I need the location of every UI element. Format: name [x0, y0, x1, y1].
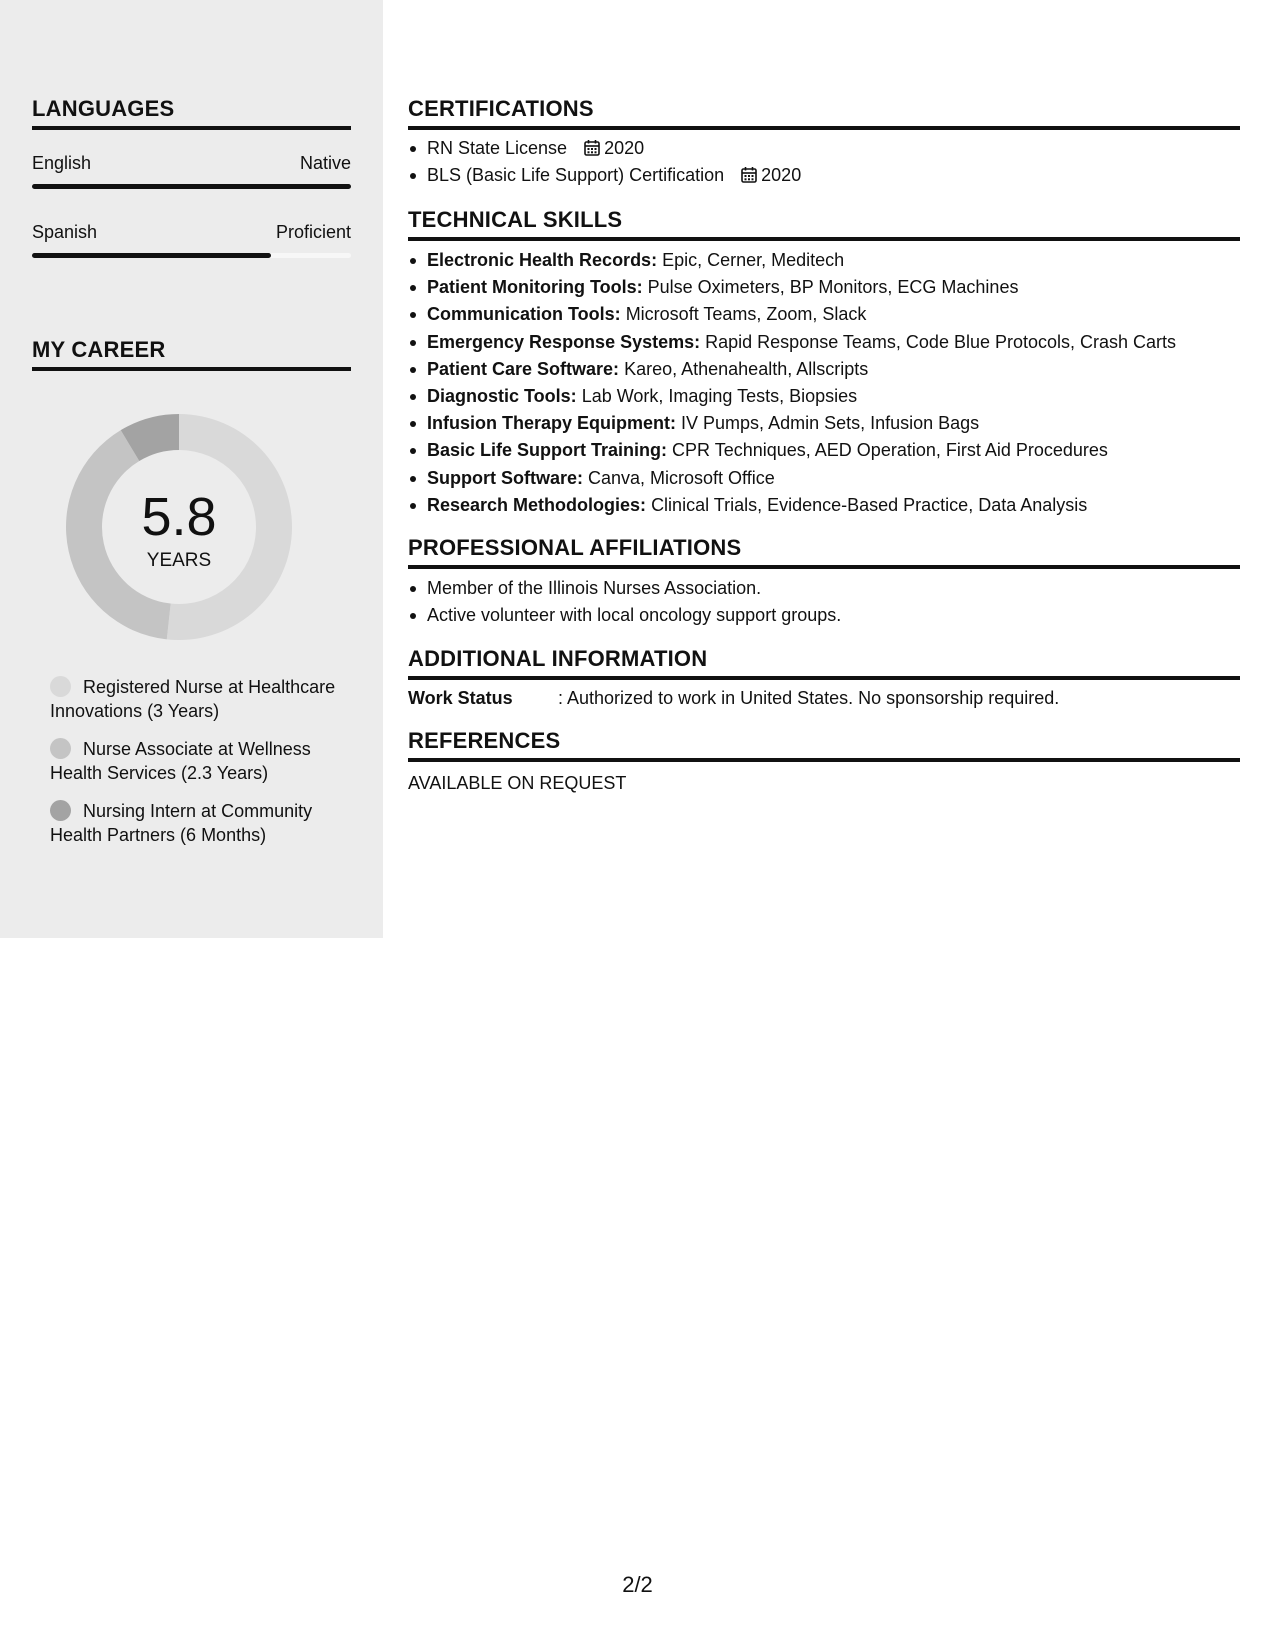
- language-name: Spanish: [32, 222, 98, 242]
- skill-values: Lab Work, Imaging Tests, Biopsies: [581, 386, 858, 407]
- sidebar: [0, 0, 383, 938]
- language-bar-english: [32, 184, 351, 189]
- languages-rule: [32, 126, 351, 130]
- references-title: REFERENCES: [408, 728, 561, 753]
- work-status-label: Work Status: [408, 688, 513, 708]
- donut-center: [66, 414, 292, 640]
- skill-category: Basic Life Support Training:: [427, 440, 668, 461]
- legend-label: Nurse Associate at Wellness Health Services (2.3 Years): [50, 739, 311, 783]
- skill-item: [408, 383, 1240, 410]
- affiliations-rule: [408, 565, 1240, 569]
- certification-item: [408, 135, 1240, 162]
- certification-year: 2020: [761, 165, 802, 186]
- calendar-icon: [584, 139, 600, 156]
- skill-item: [408, 329, 1240, 356]
- skill-item: [408, 247, 1240, 274]
- skill-category: Electronic Health Records:: [427, 250, 658, 270]
- skill-category: Support Software:: [427, 467, 583, 488]
- skill-category: Emergency Response Systems:: [427, 331, 701, 352]
- skill-values: Epic, Cerner, Meditech: [662, 250, 845, 270]
- languages-title: LANGUAGES: [32, 96, 175, 121]
- skill-item: [408, 274, 1240, 301]
- affiliations-title: PROFESSIONAL AFFILIATIONS: [408, 535, 742, 560]
- skill-values: IV Pumps, Admin Sets, Infusion Bags: [681, 413, 980, 434]
- technical-skills-title: TECHNICAL SKILLS: [408, 207, 623, 232]
- skill-category: Infusion Therapy Equipment:: [427, 413, 677, 434]
- language-row-spanish: [32, 222, 351, 243]
- certification-name: BLS (Basic Life Support) Certification: [427, 165, 725, 186]
- affiliations-list: [408, 575, 1240, 629]
- legend-dot: [50, 676, 71, 697]
- language-bar-spanish: [32, 253, 351, 258]
- legend-label: Nursing Intern at Community Health Partners (6 Months): [50, 801, 313, 845]
- career-rule: [32, 367, 351, 371]
- language-level: Proficient: [275, 222, 351, 242]
- page-number: 2/2: [622, 1572, 653, 1597]
- legend-label: Registered Nurse at Healthcare Innovations (3 Years): [50, 677, 336, 721]
- additional-info-rule: [408, 676, 1240, 680]
- work-status-value: : Authorized to work in United States. No sponsorship required.: [558, 688, 1060, 708]
- career-legend-item: [50, 799, 350, 847]
- language-bar-fill: [32, 184, 351, 189]
- references-text: AVAILABLE ON REQUEST: [408, 773, 627, 793]
- skill-item: [408, 410, 1240, 437]
- affiliation-item: Member of the Illinois Nurses Association.: [408, 575, 1240, 602]
- language-name: English: [32, 153, 92, 173]
- skill-values: CPR Techniques, AED Operation, First Aid Procedures: [672, 440, 1108, 461]
- skill-category: Patient Monitoring Tools:: [427, 277, 643, 298]
- skill-values: Canva, Microsoft Office: [588, 467, 775, 488]
- career-legend-item: [50, 737, 350, 785]
- certification-item: [408, 162, 1240, 189]
- references-rule: [408, 758, 1240, 762]
- skill-category: Diagnostic Tools:: [427, 386, 577, 407]
- skill-item: [408, 437, 1240, 464]
- technical-skills-rule: [408, 237, 1240, 241]
- skill-values: Rapid Response Teams, Code Blue Protocols, Crash Carts: [705, 331, 1177, 352]
- language-level: Native: [299, 153, 351, 173]
- skill-item: [408, 492, 1240, 519]
- affiliation-item: Active volunteer with local oncology support groups.: [408, 602, 1240, 629]
- skill-item: [408, 301, 1240, 328]
- career-total-years: 5.8: [141, 487, 217, 547]
- technical-skills-list: [408, 247, 1240, 519]
- skill-category: Communication Tools:: [427, 304, 621, 325]
- career-legend-item: [50, 675, 350, 723]
- legend-dot: [50, 800, 71, 821]
- language-row-english: [32, 153, 351, 174]
- certifications-title: CERTIFICATIONS: [408, 96, 594, 121]
- certification-name: RN State License: [427, 138, 568, 158]
- skill-category: Research Methodologies:: [427, 494, 647, 515]
- skill-item: [408, 356, 1240, 383]
- career-title: MY CAREER: [32, 337, 166, 362]
- certifications-rule: [408, 126, 1240, 130]
- additional-info-title: ADDITIONAL INFORMATION: [408, 646, 708, 671]
- calendar-icon: [741, 166, 757, 183]
- skill-values: Clinical Trials, Evidence-Based Practice, Data Analysis: [651, 494, 1088, 515]
- skill-values: Kareo, Athenahealth, Allscripts: [624, 358, 869, 379]
- career-donut-chart: [66, 414, 292, 640]
- skill-category: Patient Care Software:: [427, 358, 620, 379]
- skill-values: Pulse Oximeters, BP Monitors, ECG Machines: [647, 277, 1019, 298]
- language-bar-fill: [32, 253, 271, 258]
- certification-year: 2020: [604, 138, 645, 158]
- certifications-list: [408, 135, 1240, 189]
- skill-values: Microsoft Teams, Zoom, Slack: [625, 304, 867, 325]
- skill-item: [408, 465, 1240, 492]
- legend-dot: [50, 738, 71, 759]
- career-total-unit: YEARS: [146, 550, 212, 571]
